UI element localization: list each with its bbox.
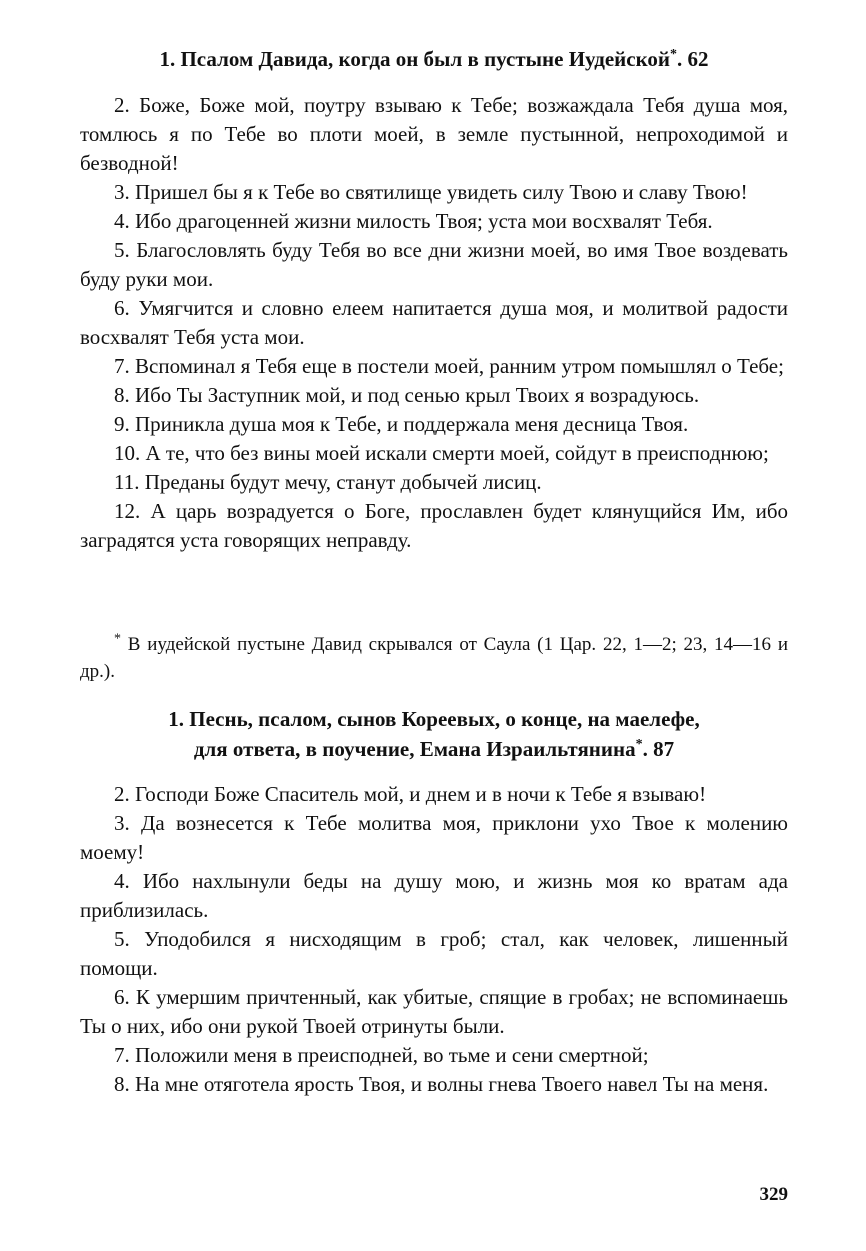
verse: 3. Пришел бы я к Тебе во святилище увидеть силу Твою и славу Твою! [114,180,748,204]
psalm-87-heading-line-2 [80,734,788,764]
psalm-87-heading-text: для ответа, в поучение, Емана Израильтянина [193,737,636,761]
verse: 3. Да вознесется к Тебе молитва моя, приклони ухо Твое к молению моему! [80,811,788,864]
verse: 8. Ибо Ты Заступник мой, и под сенью крыл Твоих я возрадуюсь. [114,383,700,407]
verse: 6. Умягчится и словно елеем напитается душа моя, и молитвой радости восхвалят Тебя уста мои. [80,296,788,349]
psalm-87-number: . 87 [642,737,675,761]
verse: 7. Вспоминал я Тебя еще в постели моей, ранним утром помышлял о Тебе; [114,354,784,378]
verse: 4. Ибо драгоценней жизни милость Твоя; уста мои восхвалят Тебя. [114,209,713,233]
psalm-87-section [80,704,788,1099]
psalm-62-heading [80,44,788,74]
footnote-mark: * [670,47,678,62]
verse: 9. Приникла душа моя к Тебе, и поддержала меня десница Твоя. [114,412,689,436]
verse: 2. Господи Боже Спаситель мой, и днем и в ночи к Тебе я взываю! [114,782,707,806]
verse: 2. Боже, Боже мой, поутру взываю к Тебе; возжаждала Тебя душа моя, томлюсь я по Тебе во плоти моей, в земле пустынной, непроходимой и безводной! [80,93,788,175]
verse: 8. На мне отяготела ярость Твоя, и волны гнева Твоего навел Ты на меня. [114,1072,769,1096]
footnote-mark: * [635,737,643,752]
page-number: 329 [759,1184,788,1205]
verse: 10. А те, что без вины моей искали смерти моей, сойдут в преисподнюю; [114,441,769,465]
verse: 4. Ибо нахлынули беды на душу мою, и жизнь моя ко вратам ада приблизилась. [80,869,788,922]
verse: 12. А царь возрадуется о Боге, прославлен будет клянущийся Им, ибо заградятся уста говорящих неправду. [80,499,788,552]
psalm-62-heading-text: 1. Псалом Давида, когда он был в пустыне Иудейской [159,47,671,71]
verse: 6. К умершим причтенный, как убитые, спящие в гробах; не вспоминаешь Ты о них, ибо они рукой Твоей отринуты были. [80,985,788,1038]
footnote-mark: * [114,631,121,647]
psalm-87-heading [80,704,788,764]
psalm-62-section [80,44,788,555]
verse: 7. Положили меня в преисподней, во тьме и сени смертной; [114,1043,649,1067]
verse: 5. Уподобился я нисходящим в гроб; стал, как человек, лишенный помощи. [80,927,788,980]
footnote-text: В иудейской пустыне Давид скрывался от Саула (1 Цар. 22, 1—2; 23, 14—16 и др.). [80,634,788,682]
verse: 5. Благословлять буду Тебя во все дни жизни моей, во имя Твое воздевать буду руки мои. [80,238,788,291]
footnote [80,631,788,685]
psalm-87-heading-line-1: 1. Песнь, псалом, сынов Кореевых, о конце, на маелефе, [168,707,700,731]
psalm-62-number: . 62 [677,47,709,71]
verse: 11. Преданы будут мечу, станут добычей лисиц. [114,470,542,494]
